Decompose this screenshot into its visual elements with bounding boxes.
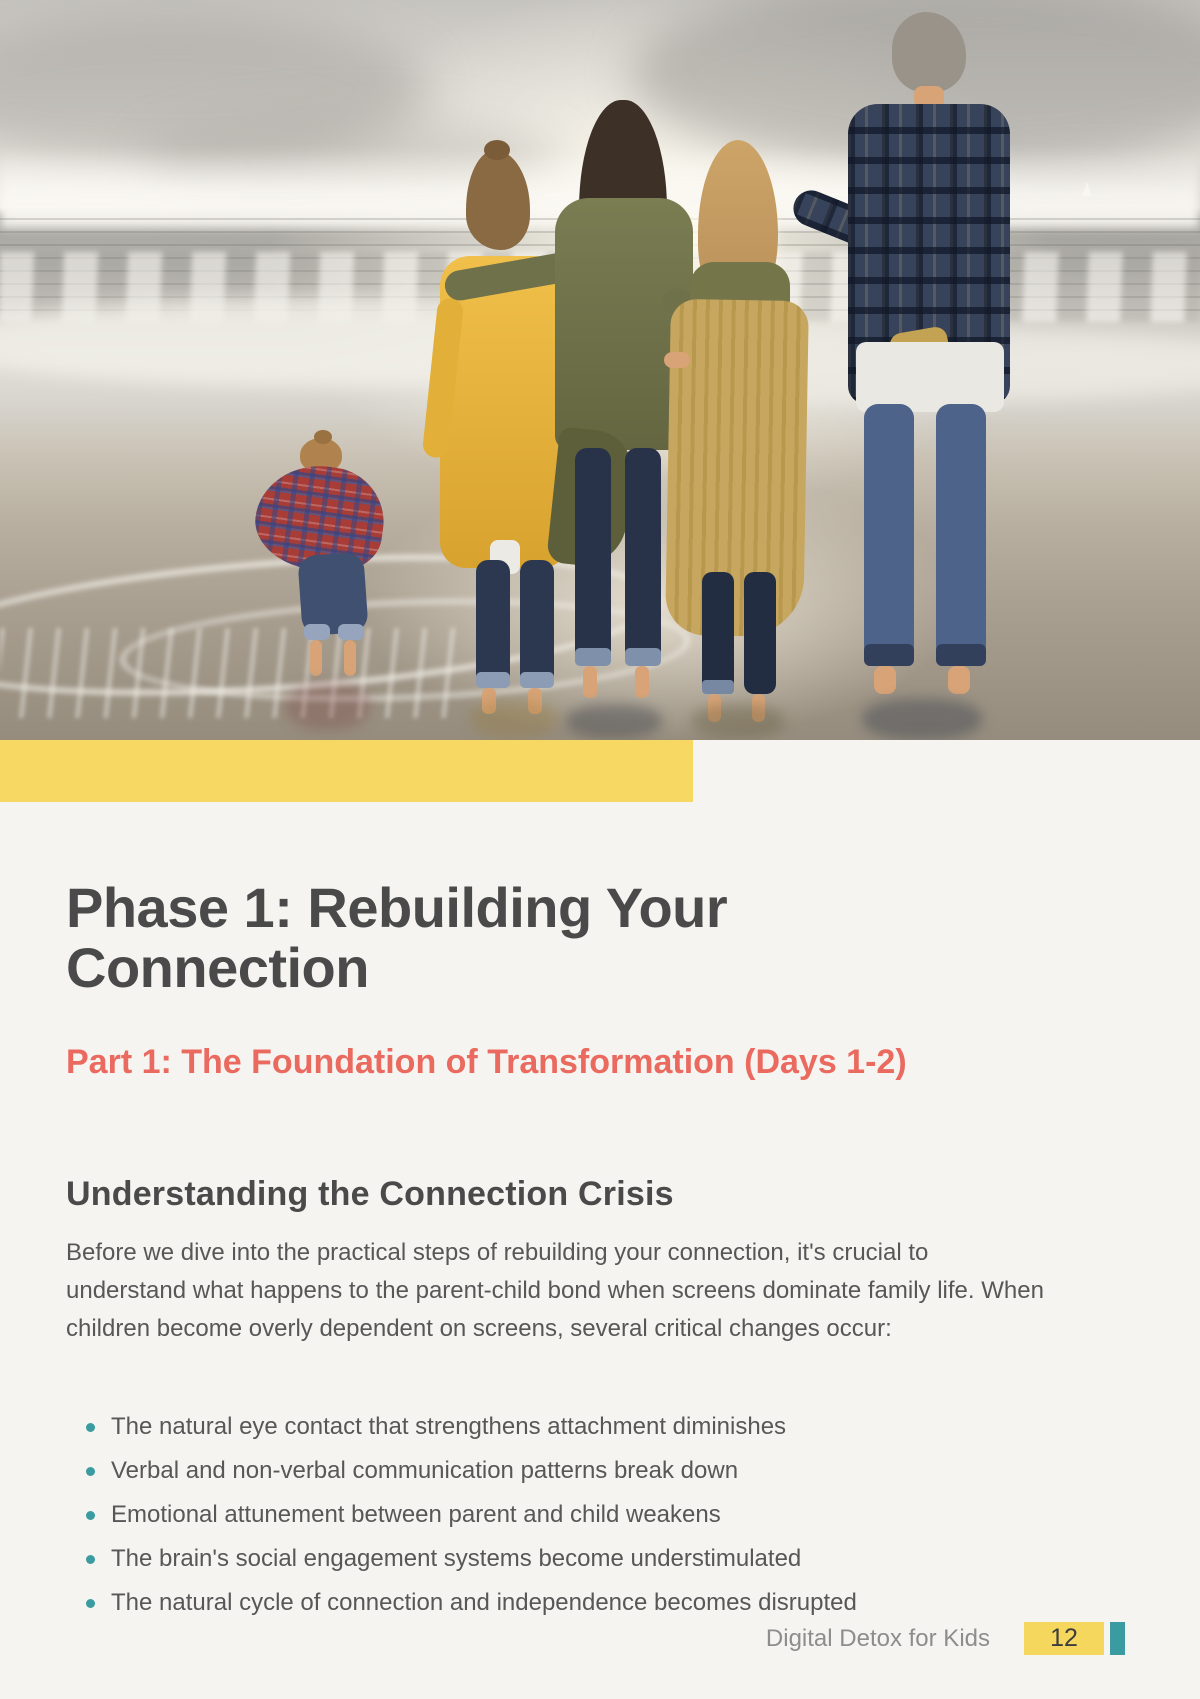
bullet-dot	[86, 1511, 95, 1520]
daughter-jean-cuff	[702, 680, 734, 694]
mother-jeans	[625, 448, 661, 662]
reflection-mother	[566, 704, 662, 738]
mother-leg	[583, 666, 597, 698]
bullet-dot	[86, 1599, 95, 1608]
girl-hair	[466, 150, 530, 250]
daughter-jeans	[744, 572, 776, 694]
mother-jeans	[575, 448, 611, 662]
mother-jean-cuff	[625, 648, 661, 666]
list-item-text: The natural eye contact that strengthens attachment diminishes	[111, 1413, 787, 1440]
father-jeans	[936, 404, 986, 660]
photo-child-crouching	[248, 432, 408, 692]
girl-jean-cuff	[476, 672, 510, 688]
bullet-dot	[86, 1467, 95, 1476]
reflection-child	[285, 682, 370, 730]
girl-hair-bun	[484, 140, 510, 160]
mother-jean-cuff	[575, 648, 611, 666]
reflection-father	[862, 698, 982, 740]
list-item	[66, 1449, 1086, 1493]
reflection-daughter	[692, 704, 784, 738]
father-foot	[948, 666, 970, 694]
footer-accent-bar	[1110, 1622, 1125, 1655]
child-leg	[344, 640, 356, 676]
page-footer	[0, 1622, 1125, 1655]
intro-paragraph: Before we dive into the practical steps of rebuilding your connection, it's crucial to understand what happens to the parent-child bond when screens dominate family life. When children become overly dependent on screens, several critical changes occur:	[66, 1239, 1044, 1342]
father-jean-cuff	[936, 644, 986, 666]
list-item-text: Verbal and non-verbal communication patterns break down	[111, 1457, 739, 1484]
father-foot	[874, 666, 896, 694]
bullet-dot	[86, 1555, 95, 1564]
list-item-text: The natural cycle of connection and independence becomes disrupted	[111, 1589, 857, 1616]
father-jean-cuff	[864, 644, 914, 666]
part-heading: Part 1: The Foundation of Transformation (Days 1-2)	[66, 1043, 907, 1081]
father-jeans	[864, 404, 914, 660]
section-heading: Understanding the Connection Crisis	[66, 1175, 674, 1213]
sailboat-shape	[1082, 182, 1092, 196]
mother-leg	[635, 666, 649, 698]
hero-photo	[0, 0, 1200, 740]
list-item-text: Emotional attunement between parent and child weakens	[111, 1501, 721, 1528]
daughter-tan-cardigan	[665, 299, 809, 637]
daughter-jeans	[702, 572, 734, 694]
girl-jeans	[476, 560, 510, 686]
yellow-accent-bar	[0, 740, 693, 802]
child-leg	[310, 640, 322, 676]
bullet-list	[66, 1405, 1086, 1625]
father-white-tee	[856, 342, 1004, 412]
child-jean-cuff	[304, 624, 330, 640]
child-jean-cuff	[338, 624, 364, 640]
footer-book-title: Digital Detox for Kids	[765, 1625, 990, 1652]
list-item	[66, 1537, 1086, 1581]
list-item	[66, 1581, 1086, 1625]
page-title: Phase 1: Rebuilding Your Connection	[66, 876, 728, 999]
mother-hand-on-daughter	[664, 352, 690, 368]
father-hair	[892, 12, 966, 92]
reflection-girl	[470, 700, 558, 738]
bullet-dot	[86, 1423, 95, 1432]
list-item	[66, 1493, 1086, 1537]
list-item-text: The brain's social engagement systems become understimulated	[111, 1545, 802, 1572]
page-number-badge: 12	[1024, 1622, 1104, 1655]
list-item	[66, 1405, 1086, 1449]
child-hair-bun	[314, 430, 332, 444]
photo-daughter	[658, 140, 838, 740]
photo-father	[830, 12, 1070, 727]
